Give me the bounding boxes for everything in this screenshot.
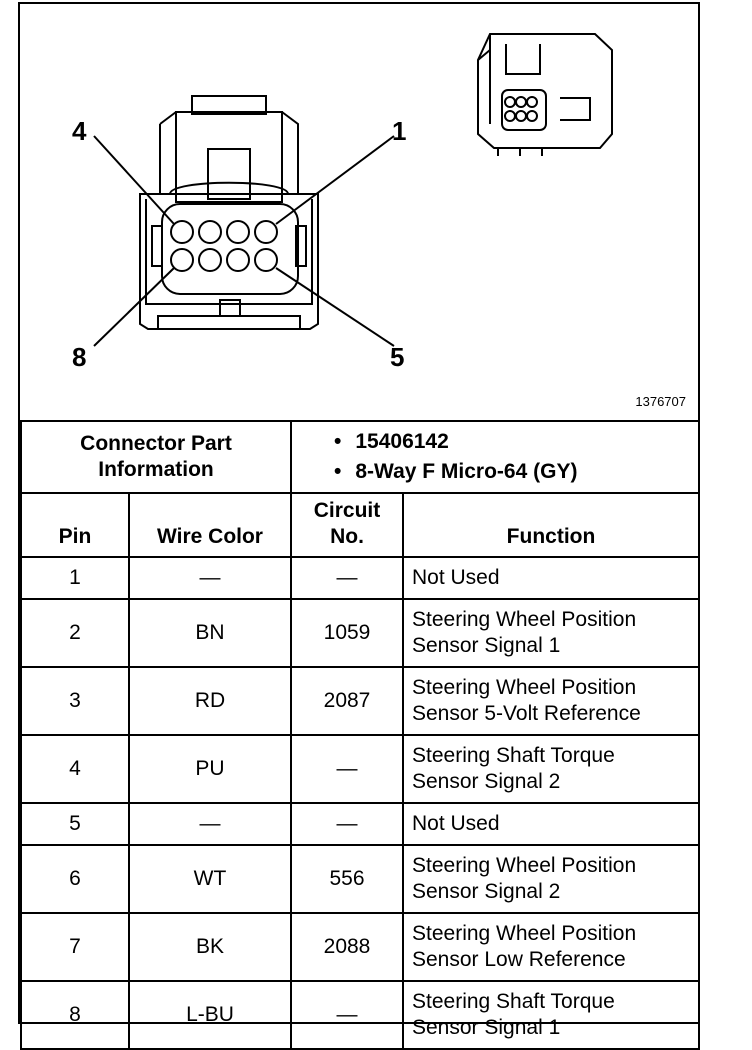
table-row: [21, 599, 699, 667]
wire-color-cell: BN: [129, 599, 291, 667]
wire-color-cell: PU: [129, 735, 291, 803]
header-circuit: Circuit No.: [291, 493, 403, 557]
wire-color-cell: BK: [129, 913, 291, 981]
wire-color-cell: L-BU: [129, 981, 291, 1049]
function-line-1: Steering Wheel Position: [412, 676, 637, 699]
pin-cell: 6: [21, 845, 129, 913]
circuit-cell: —: [291, 803, 403, 845]
pin-callout-5: 5: [390, 342, 405, 372]
connector-figure: [20, 4, 698, 420]
connector-info-values: [291, 421, 699, 493]
connector-info-row: [21, 421, 699, 493]
wire-color-cell: WT: [129, 845, 291, 913]
wire-color-cell: —: [129, 557, 291, 599]
table-row: [21, 667, 699, 735]
table-row: [21, 735, 699, 803]
function-line-2: Sensor Signal 1: [412, 1016, 561, 1039]
part-number: • 15406142: [334, 427, 698, 457]
connector-description: • 8-Way F Micro-64 (GY): [334, 457, 698, 487]
table-row: [21, 557, 699, 599]
connector-illustration: [20, 4, 698, 420]
function-cell: [403, 803, 699, 845]
header-function: Function: [403, 493, 699, 557]
table-row: [21, 981, 699, 1049]
function-cell: [403, 845, 699, 913]
table-row: [21, 845, 699, 913]
pin-cell: 2: [21, 599, 129, 667]
function-line-1: Steering Shaft Torque: [412, 744, 615, 767]
function-line-2: Sensor Signal 2: [412, 770, 561, 793]
function-cell: [403, 599, 699, 667]
wire-color-cell: RD: [129, 667, 291, 735]
pin-callout-1: 1: [392, 116, 407, 146]
pin-cell: 8: [21, 981, 129, 1049]
function-line-2: Sensor 5-Volt Reference: [412, 702, 641, 725]
function-line-2: Sensor Signal 1: [412, 634, 561, 657]
header-pin: Pin: [21, 493, 129, 557]
function-line-1: Steering Wheel Position: [412, 608, 637, 631]
header-row: [21, 493, 699, 557]
connector-sheet: [18, 2, 700, 1039]
pin-cell: 5: [21, 803, 129, 845]
pin-callout-4: 4: [72, 116, 87, 146]
circuit-cell: —: [291, 557, 403, 599]
function-line-1: Not Used: [412, 566, 500, 589]
pin-cell: 7: [21, 913, 129, 981]
figure-id: 1376707: [635, 394, 686, 409]
connector-info-label: Connector Part Information: [21, 421, 291, 493]
function-line-2: Sensor Signal 2: [412, 880, 561, 903]
function-cell: [403, 667, 699, 735]
pin-callout-8: 8: [72, 342, 87, 372]
pin-cell: 1: [21, 557, 129, 599]
function-line-1: Not Used: [412, 812, 500, 835]
function-cell: [403, 913, 699, 981]
circuit-cell: 2087: [291, 667, 403, 735]
function-line-1: Steering Shaft Torque: [412, 990, 615, 1013]
header-wire-color: Wire Color: [129, 493, 291, 557]
function-cell: [403, 557, 699, 599]
circuit-cell: 2088: [291, 913, 403, 981]
table-row: [21, 913, 699, 981]
pin-cell: 4: [21, 735, 129, 803]
function-line-2: Sensor Low Reference: [412, 948, 626, 971]
function-cell: [403, 981, 699, 1049]
circuit-cell: —: [291, 735, 403, 803]
function-line-1: Steering Wheel Position: [412, 922, 637, 945]
table-row: [21, 803, 699, 845]
wire-color-cell: —: [129, 803, 291, 845]
circuit-cell: —: [291, 981, 403, 1049]
circuit-cell: 1059: [291, 599, 403, 667]
pinout-table: [20, 420, 700, 1050]
function-cell: [403, 735, 699, 803]
function-line-1: Steering Wheel Position: [412, 854, 637, 877]
circuit-cell: 556: [291, 845, 403, 913]
pin-cell: 3: [21, 667, 129, 735]
